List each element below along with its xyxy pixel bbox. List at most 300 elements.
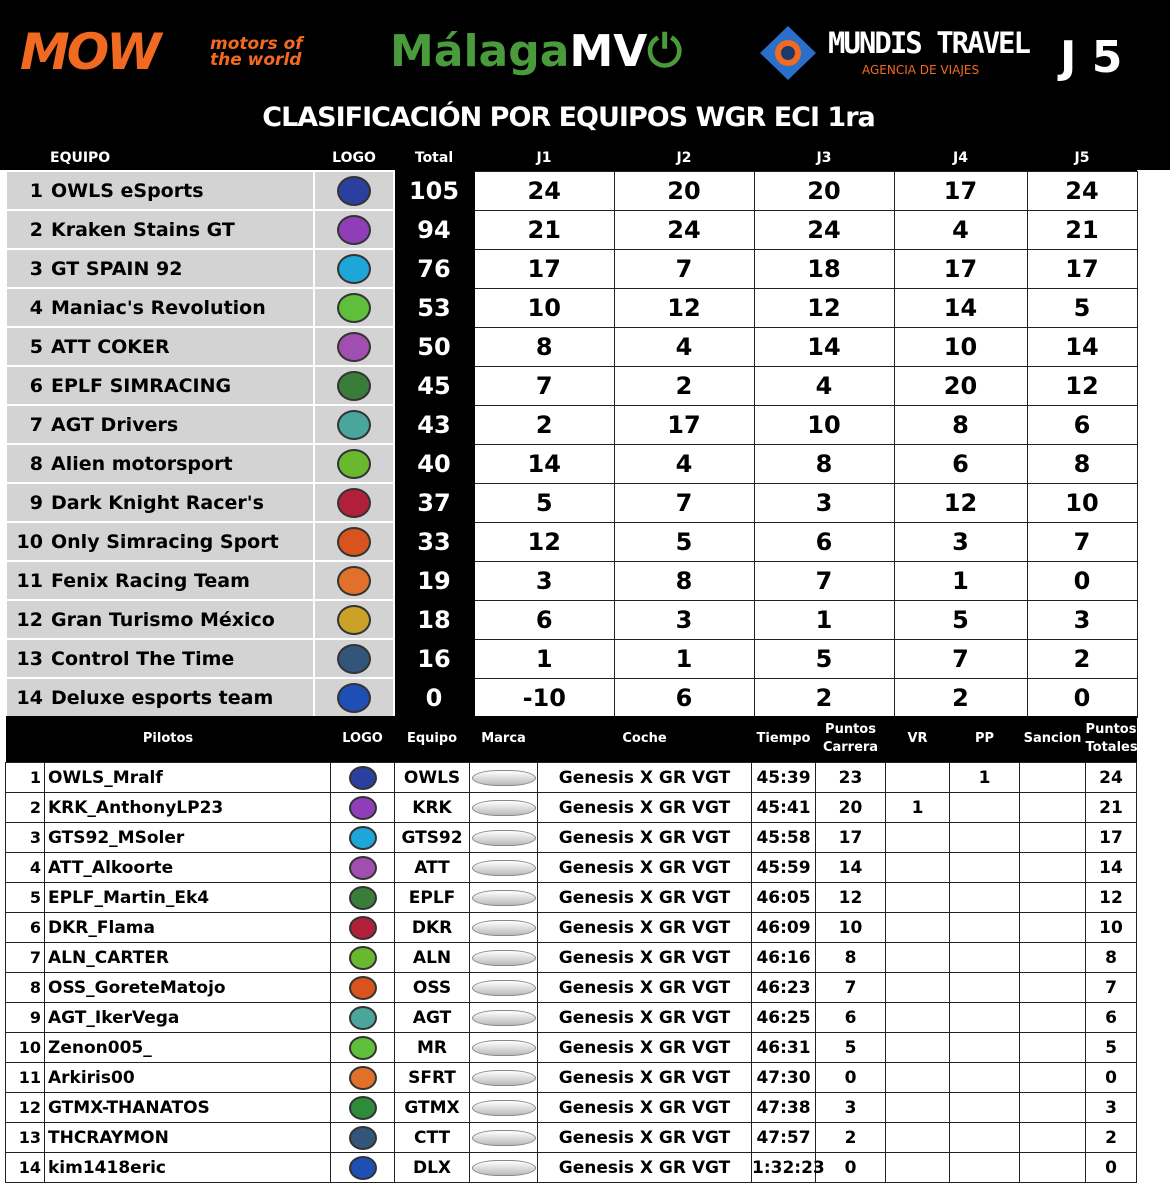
team-position: 5 xyxy=(29,335,43,358)
team-name: EPLF SIMRACING xyxy=(51,374,232,397)
team-total: 94 xyxy=(394,210,474,249)
team-j3-points: 8 xyxy=(754,444,894,483)
driver-name: ALN_CARTER xyxy=(45,943,331,973)
header-pilotos: Pilotos xyxy=(6,716,331,763)
driver-time: 46:25 xyxy=(752,1003,816,1033)
driver-team: MR xyxy=(395,1033,470,1063)
driver-team: GTS92 xyxy=(395,823,470,853)
driver-sancion xyxy=(1020,973,1086,1003)
team-name: Only Simracing Sport xyxy=(51,530,279,553)
team-row xyxy=(6,483,1137,522)
driver-total-points: 14 xyxy=(1086,853,1137,883)
team-total: 45 xyxy=(394,366,474,405)
driver-sancion xyxy=(1020,1093,1086,1123)
power-icon: ⏻ xyxy=(647,26,683,77)
team-logo-icon xyxy=(337,254,371,284)
team-name-cell xyxy=(6,678,314,717)
team-total: 53 xyxy=(394,288,474,327)
team-total: 50 xyxy=(394,327,474,366)
genesis-brand-icon xyxy=(472,800,536,816)
header-puntos-totales-line1: Puntos xyxy=(1085,722,1137,737)
mow-logo-subtext: motors of the world xyxy=(210,34,303,70)
team-logo-icon xyxy=(337,176,371,206)
team-logo-cell xyxy=(314,444,394,483)
driver-pp xyxy=(950,1153,1020,1183)
driver-team-logo-icon xyxy=(349,826,377,850)
team-name-cell xyxy=(6,171,314,210)
driver-pp xyxy=(950,913,1020,943)
team-name-cell xyxy=(6,600,314,639)
brand-cell xyxy=(470,1063,538,1093)
driver-race-points: 23 xyxy=(816,763,886,793)
brand-cell xyxy=(470,823,538,853)
team-j4-points: 12 xyxy=(894,483,1027,522)
driver-car: Genesis X GR VGT xyxy=(538,853,752,883)
team-j4-points: 6 xyxy=(894,444,1027,483)
genesis-brand-icon xyxy=(472,890,536,906)
driver-car: Genesis X GR VGT xyxy=(538,1033,752,1063)
team-logo-cell xyxy=(314,249,394,288)
driver-name: Zenon005_ xyxy=(45,1033,331,1063)
genesis-brand-icon xyxy=(472,1160,536,1176)
driver-results-table xyxy=(5,716,1137,1183)
team-j3-points: 10 xyxy=(754,405,894,444)
team-j3-points: 1 xyxy=(754,600,894,639)
header-j1: J1 xyxy=(474,146,614,171)
genesis-brand-icon xyxy=(472,1100,536,1116)
team-logo-icon xyxy=(337,566,371,596)
driver-row xyxy=(6,913,1137,943)
team-name-cell xyxy=(6,639,314,678)
driver-race-points: 7 xyxy=(816,973,886,1003)
driver-race-points: 20 xyxy=(816,793,886,823)
driver-vr xyxy=(886,1063,950,1093)
header-banner xyxy=(0,0,1170,170)
driver-position: 6 xyxy=(6,913,45,943)
driver-race-points: 17 xyxy=(816,823,886,853)
team-position: 3 xyxy=(29,257,43,280)
team-j1-points: 17 xyxy=(474,249,614,288)
team-logo-cell xyxy=(314,327,394,366)
team-position: 6 xyxy=(29,374,43,397)
team-j3-points: 3 xyxy=(754,483,894,522)
team-j2-points: 1 xyxy=(614,639,754,678)
team-table-header xyxy=(6,146,1137,171)
team-logo-cell xyxy=(314,405,394,444)
team-total: 16 xyxy=(394,639,474,678)
header-total: Total xyxy=(394,146,474,171)
team-logo-cell xyxy=(314,639,394,678)
driver-pp xyxy=(950,823,1020,853)
team-j2-points: 17 xyxy=(614,405,754,444)
driver-logo-cell xyxy=(331,913,395,943)
driver-vr xyxy=(886,883,950,913)
driver-car: Genesis X GR VGT xyxy=(538,1063,752,1093)
team-j3-points: 4 xyxy=(754,366,894,405)
driver-row xyxy=(6,1003,1137,1033)
team-total: 33 xyxy=(394,522,474,561)
driver-row xyxy=(6,823,1137,853)
driver-vr xyxy=(886,1033,950,1063)
driver-team: GTMX xyxy=(395,1093,470,1123)
driver-team: DLX xyxy=(395,1153,470,1183)
driver-position: 10 xyxy=(6,1033,45,1063)
team-j5-points: 24 xyxy=(1027,171,1137,210)
team-j3-points: 2 xyxy=(754,678,894,717)
team-total: 37 xyxy=(394,483,474,522)
driver-sancion xyxy=(1020,883,1086,913)
team-name-cell xyxy=(6,444,314,483)
driver-logo-cell xyxy=(331,883,395,913)
team-j2-points: 20 xyxy=(614,171,754,210)
driver-position: 14 xyxy=(6,1153,45,1183)
globe-icon xyxy=(758,24,818,82)
header-puntos-carrera xyxy=(816,716,886,763)
team-j3-points: 24 xyxy=(754,210,894,249)
driver-logo-cell xyxy=(331,1093,395,1123)
driver-logo-cell xyxy=(331,1153,395,1183)
driver-car: Genesis X GR VGT xyxy=(538,763,752,793)
driver-row xyxy=(6,1033,1137,1063)
driver-logo-cell xyxy=(331,853,395,883)
team-logo-icon xyxy=(337,410,371,440)
driver-pp xyxy=(950,1003,1020,1033)
team-j5-points: 6 xyxy=(1027,405,1137,444)
driver-team-logo-icon xyxy=(349,856,377,880)
driver-time: 46:31 xyxy=(752,1033,816,1063)
driver-position: 5 xyxy=(6,883,45,913)
driver-vr xyxy=(886,943,950,973)
team-standings-table xyxy=(5,146,1138,718)
header-tiempo: Tiempo xyxy=(752,716,816,763)
team-logo-icon xyxy=(337,605,371,635)
brand-cell xyxy=(470,1123,538,1153)
team-total: 19 xyxy=(394,561,474,600)
team-logo-icon xyxy=(337,293,371,323)
team-total: 40 xyxy=(394,444,474,483)
header-equipo: Equipo xyxy=(395,716,470,763)
driver-position: 2 xyxy=(6,793,45,823)
mv-logo-text: MV xyxy=(569,26,648,77)
driver-name: kim1418eric xyxy=(45,1153,331,1183)
team-name-cell xyxy=(6,210,314,249)
team-name: Dark Knight Racer's xyxy=(51,491,264,514)
driver-race-points: 12 xyxy=(816,883,886,913)
driver-car: Genesis X GR VGT xyxy=(538,1153,752,1183)
team-j5-points: 7 xyxy=(1027,522,1137,561)
genesis-brand-icon xyxy=(472,950,536,966)
team-j5-points: 12 xyxy=(1027,366,1137,405)
driver-race-points: 8 xyxy=(816,943,886,973)
driver-race-points: 6 xyxy=(816,1003,886,1033)
driver-vr xyxy=(886,913,950,943)
driver-time: 46:23 xyxy=(752,973,816,1003)
team-total: 76 xyxy=(394,249,474,288)
driver-time: 45:39 xyxy=(752,763,816,793)
driver-name: ATT_Alkoorte xyxy=(45,853,331,883)
mundis-subtitle: AGENCIA DE VIAJES xyxy=(862,63,980,77)
team-row xyxy=(6,210,1137,249)
team-name: GT SPAIN 92 xyxy=(51,257,183,280)
header-j2: J2 xyxy=(614,146,754,171)
team-j4-points: 3 xyxy=(894,522,1027,561)
driver-pp xyxy=(950,883,1020,913)
team-j5-points: 0 xyxy=(1027,561,1137,600)
team-logo-icon xyxy=(337,683,371,713)
team-j5-points: 21 xyxy=(1027,210,1137,249)
team-position: 10 xyxy=(16,530,43,553)
driver-row xyxy=(6,763,1137,793)
driver-total-points: 3 xyxy=(1086,1093,1137,1123)
mundis-title: MUNDIS TRAVEL xyxy=(828,26,1029,60)
team-j3-points: 20 xyxy=(754,171,894,210)
team-name-cell xyxy=(6,288,314,327)
driver-sancion xyxy=(1020,1063,1086,1093)
driver-name: OSS_GoreteMatojo xyxy=(45,973,331,1003)
team-j4-points: 8 xyxy=(894,405,1027,444)
team-logo-icon xyxy=(337,449,371,479)
driver-total-points: 8 xyxy=(1086,943,1137,973)
genesis-brand-icon xyxy=(472,1130,536,1146)
team-j1-points: 7 xyxy=(474,366,614,405)
team-j4-points: 10 xyxy=(894,327,1027,366)
driver-position: 12 xyxy=(6,1093,45,1123)
team-j2-points: 5 xyxy=(614,522,754,561)
team-logo-icon xyxy=(337,527,371,557)
team-logo-icon xyxy=(337,371,371,401)
team-row xyxy=(6,171,1137,210)
driver-team-logo-icon xyxy=(349,976,377,1000)
genesis-brand-icon xyxy=(472,920,536,936)
header-vr: VR xyxy=(886,716,950,763)
driver-car: Genesis X GR VGT xyxy=(538,1003,752,1033)
driver-name: GTMX-THANATOS xyxy=(45,1093,331,1123)
driver-name: DKR_Flama xyxy=(45,913,331,943)
team-j3-points: 5 xyxy=(754,639,894,678)
team-j4-points: 17 xyxy=(894,171,1027,210)
driver-name: OWLS_Mralf xyxy=(45,763,331,793)
team-j4-points: 14 xyxy=(894,288,1027,327)
driver-sancion xyxy=(1020,823,1086,853)
driver-logo-cell xyxy=(331,793,395,823)
team-logo-icon xyxy=(337,488,371,518)
driver-team-logo-icon xyxy=(349,916,377,940)
driver-car: Genesis X GR VGT xyxy=(538,913,752,943)
driver-vr xyxy=(886,853,950,883)
team-j5-points: 2 xyxy=(1027,639,1137,678)
driver-team-logo-icon xyxy=(349,886,377,910)
team-name-cell xyxy=(6,405,314,444)
driver-team: ATT xyxy=(395,853,470,883)
driver-logo-cell xyxy=(331,973,395,1003)
team-j3-points: 12 xyxy=(754,288,894,327)
header-marca: Marca xyxy=(470,716,538,763)
driver-row xyxy=(6,973,1137,1003)
driver-car: Genesis X GR VGT xyxy=(538,883,752,913)
team-j5-points: 14 xyxy=(1027,327,1137,366)
team-j3-points: 14 xyxy=(754,327,894,366)
driver-total-points: 6 xyxy=(1086,1003,1137,1033)
mow-logo-text: MOW xyxy=(20,23,159,81)
driver-logo-cell xyxy=(331,1063,395,1093)
team-total: 18 xyxy=(394,600,474,639)
driver-total-points: 24 xyxy=(1086,763,1137,793)
team-row xyxy=(6,600,1137,639)
team-name-cell xyxy=(6,327,314,366)
team-j1-points: 6 xyxy=(474,600,614,639)
team-j1-points: 21 xyxy=(474,210,614,249)
driver-position: 1 xyxy=(6,763,45,793)
driver-pp xyxy=(950,1123,1020,1153)
team-j1-points: 8 xyxy=(474,327,614,366)
driver-position: 11 xyxy=(6,1063,45,1093)
driver-vr xyxy=(886,1153,950,1183)
team-j2-points: 12 xyxy=(614,288,754,327)
team-j4-points: 2 xyxy=(894,678,1027,717)
team-name: Deluxe esports team xyxy=(51,686,274,709)
team-position: 8 xyxy=(29,452,43,475)
team-name: Kraken Stains GT xyxy=(51,218,235,241)
team-row xyxy=(6,249,1137,288)
mundis-travel-logo xyxy=(758,20,1028,85)
team-name: OWLS eSports xyxy=(51,179,204,202)
driver-position: 7 xyxy=(6,943,45,973)
header-puntos-carrera-line2: Carrera xyxy=(822,740,879,755)
genesis-brand-icon xyxy=(472,860,536,876)
driver-car: Genesis X GR VGT xyxy=(538,823,752,853)
driver-row xyxy=(6,853,1137,883)
team-j2-points: 3 xyxy=(614,600,754,639)
brand-cell xyxy=(470,793,538,823)
team-j2-points: 4 xyxy=(614,327,754,366)
driver-row xyxy=(6,883,1137,913)
driver-row xyxy=(6,943,1137,973)
driver-pp xyxy=(950,793,1020,823)
driver-car: Genesis X GR VGT xyxy=(538,793,752,823)
driver-team: ALN xyxy=(395,943,470,973)
header-logo: LOGO xyxy=(314,146,394,171)
driver-car: Genesis X GR VGT xyxy=(538,943,752,973)
team-position: 9 xyxy=(29,491,43,514)
team-position: 4 xyxy=(29,296,43,319)
team-name: Fenix Racing Team xyxy=(51,569,250,592)
team-name-cell xyxy=(6,366,314,405)
team-name: Alien motorsport xyxy=(51,452,233,475)
team-j1-points: 3 xyxy=(474,561,614,600)
driver-row xyxy=(6,1123,1137,1153)
team-row xyxy=(6,444,1137,483)
driver-team-logo-icon xyxy=(349,796,377,820)
brand-cell xyxy=(470,1033,538,1063)
driver-vr xyxy=(886,973,950,1003)
driver-team: KRK xyxy=(395,793,470,823)
motors-of-the-world-logo xyxy=(20,22,303,82)
team-name: ATT COKER xyxy=(51,335,170,358)
driver-time: 47:30 xyxy=(752,1063,816,1093)
team-name: AGT Drivers xyxy=(51,413,179,436)
team-logo-cell xyxy=(314,171,394,210)
team-logo-cell xyxy=(314,483,394,522)
driver-time: 45:58 xyxy=(752,823,816,853)
team-j5-points: 5 xyxy=(1027,288,1137,327)
team-j1-points: 14 xyxy=(474,444,614,483)
team-name: Maniac's Revolution xyxy=(51,296,266,319)
team-logo-cell xyxy=(314,561,394,600)
brand-cell xyxy=(470,763,538,793)
genesis-brand-icon xyxy=(472,1070,536,1086)
driver-race-points: 10 xyxy=(816,913,886,943)
driver-team-logo-icon xyxy=(349,766,377,790)
driver-pp: 1 xyxy=(950,763,1020,793)
driver-sancion xyxy=(1020,1033,1086,1063)
team-logo-cell xyxy=(314,522,394,561)
team-name-cell xyxy=(6,483,314,522)
driver-name: AGT_IkerVega xyxy=(45,1003,331,1033)
driver-sancion xyxy=(1020,913,1086,943)
team-position: 2 xyxy=(29,218,43,241)
driver-sancion xyxy=(1020,1123,1086,1153)
team-j4-points: 1 xyxy=(894,561,1027,600)
team-j5-points: 10 xyxy=(1027,483,1137,522)
driver-logo-cell xyxy=(331,1123,395,1153)
genesis-brand-icon xyxy=(472,770,536,786)
team-j2-points: 8 xyxy=(614,561,754,600)
team-position: 13 xyxy=(16,647,43,670)
driver-race-points: 2 xyxy=(816,1123,886,1153)
driver-race-points: 14 xyxy=(816,853,886,883)
header-driver-logo: LOGO xyxy=(331,716,395,763)
team-name: Gran Turismo México xyxy=(51,608,275,631)
driver-name: Arkiris00 xyxy=(45,1063,331,1093)
driver-time: 45:59 xyxy=(752,853,816,883)
genesis-brand-icon xyxy=(472,1040,536,1056)
round-label: J 5 xyxy=(1060,32,1123,83)
team-j1-points: 12 xyxy=(474,522,614,561)
driver-vr: 1 xyxy=(886,793,950,823)
driver-vr xyxy=(886,1123,950,1153)
team-name: Control The Time xyxy=(51,647,235,670)
driver-position: 3 xyxy=(6,823,45,853)
team-j3-points: 6 xyxy=(754,522,894,561)
driver-name: KRK_AnthonyLP23 xyxy=(45,793,331,823)
driver-table-header xyxy=(6,716,1137,763)
driver-total-points: 2 xyxy=(1086,1123,1137,1153)
driver-position: 9 xyxy=(6,1003,45,1033)
team-j1-points: 1 xyxy=(474,639,614,678)
driver-car: Genesis X GR VGT xyxy=(538,1123,752,1153)
driver-team-logo-icon xyxy=(349,1156,377,1180)
driver-name: THCRAYMON xyxy=(45,1123,331,1153)
team-logo-icon xyxy=(337,644,371,674)
page-title: CLASIFICACIÓN POR EQUIPOS WGR ECI 1ra xyxy=(262,102,875,133)
team-logo-cell xyxy=(314,678,394,717)
header-j4: J4 xyxy=(894,146,1027,171)
driver-team-logo-icon xyxy=(349,946,377,970)
driver-car: Genesis X GR VGT xyxy=(538,973,752,1003)
genesis-brand-icon xyxy=(472,1010,536,1026)
team-j5-points: 0 xyxy=(1027,678,1137,717)
driver-vr xyxy=(886,1003,950,1033)
team-position: 12 xyxy=(16,608,43,631)
header-pp: PP xyxy=(950,716,1020,763)
driver-sancion xyxy=(1020,1003,1086,1033)
driver-race-points: 3 xyxy=(816,1093,886,1123)
driver-position: 8 xyxy=(6,973,45,1003)
driver-pp xyxy=(950,853,1020,883)
driver-total-points: 12 xyxy=(1086,883,1137,913)
brand-cell xyxy=(470,913,538,943)
driver-team-logo-icon xyxy=(349,1006,377,1030)
